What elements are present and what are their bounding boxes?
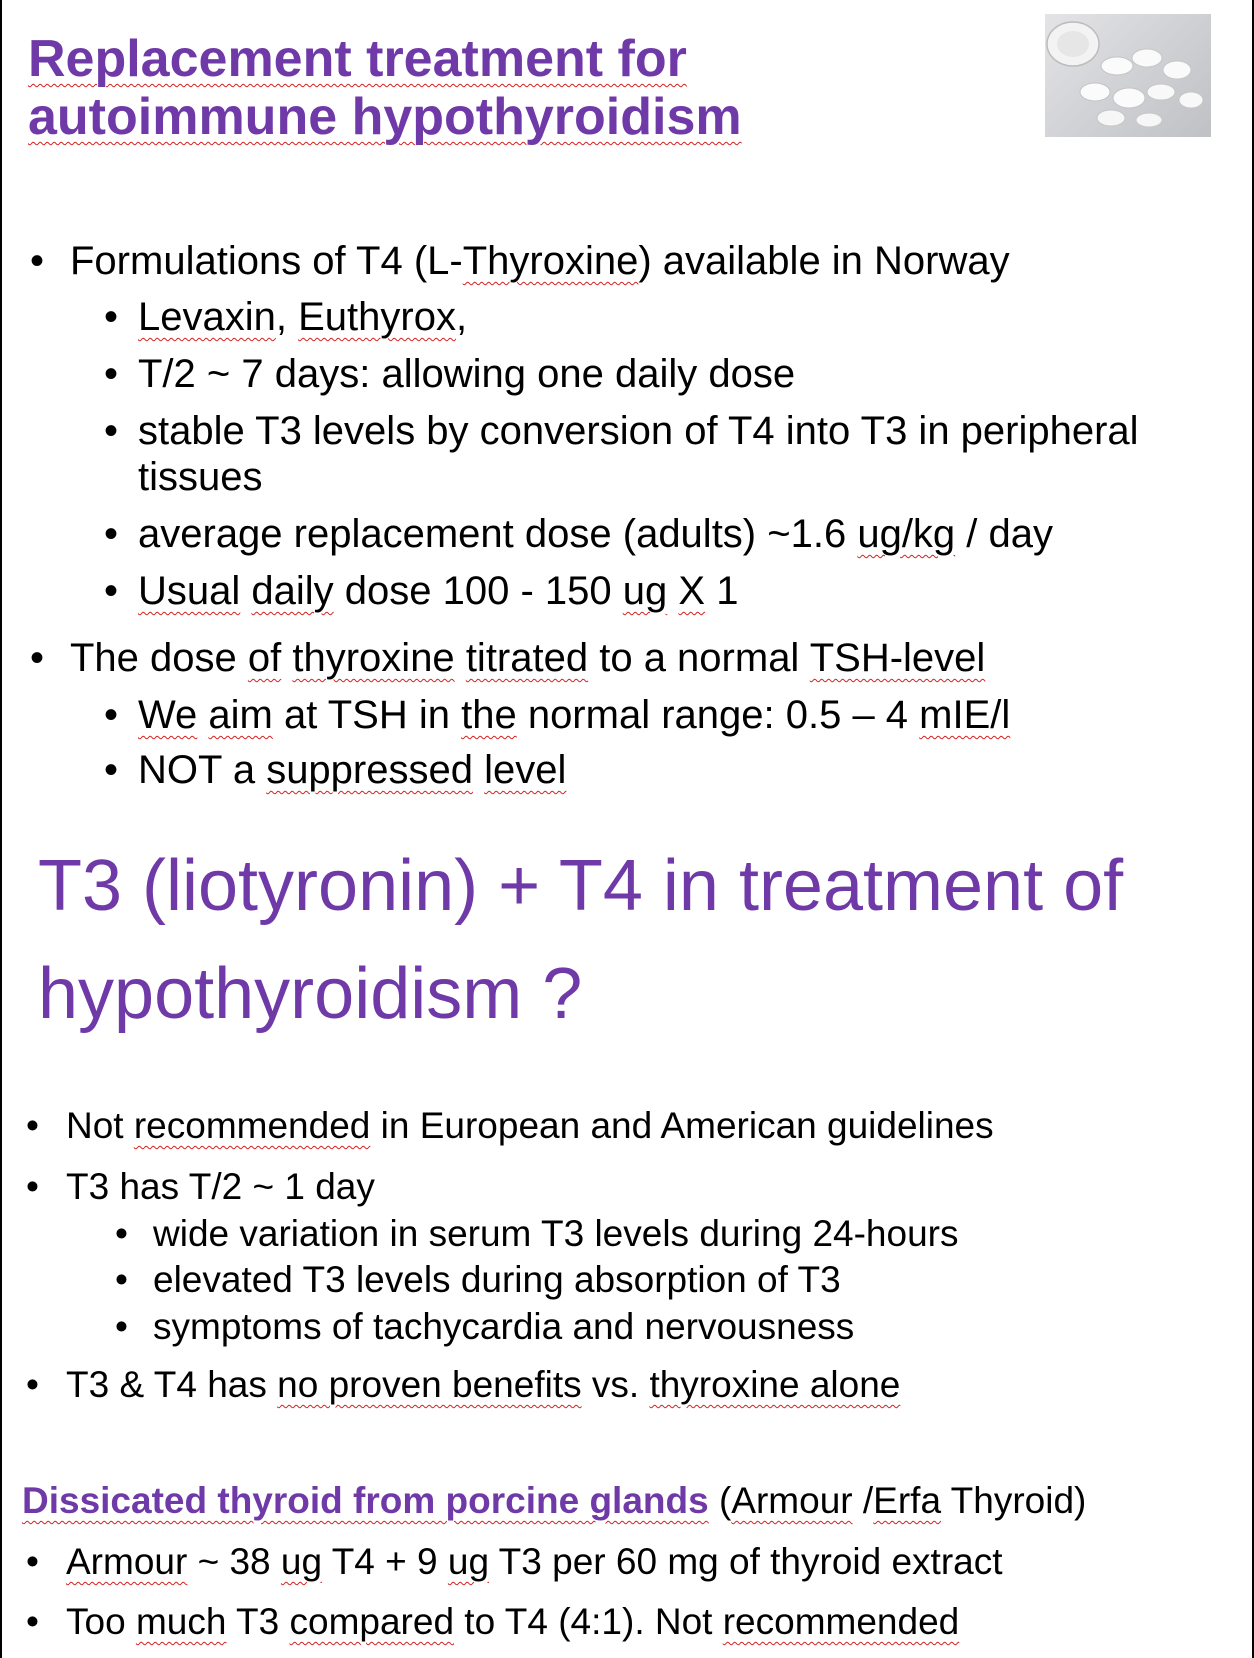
heading-t3-t4-line-1: T3 (liotyronin) + T4 in treatment of — [38, 846, 1124, 926]
bullet-armour-composition: • Armour ~ 38 ug T4 + 9 ug T3 per 60 mg of thyroid extract — [66, 1541, 1003, 1583]
pills-icon — [1045, 14, 1211, 137]
pill-bottle-photo — [1045, 14, 1211, 137]
bullet-brands: • Levaxin, Euthyrox, — [138, 294, 467, 340]
bullet-halflife: • T/2 ~ 7 days: allowing one daily dose — [138, 351, 795, 397]
bullet-not-suppressed: • NOT a suppressed level — [138, 747, 566, 793]
slide-title — [28, 30, 742, 146]
heading-t3-t4-line-2: hypothyroidism ? — [38, 954, 583, 1034]
bullet-usual-dose: • Usual daily dose 100 - 150 ug X 1 — [138, 568, 738, 614]
dissicated-thyroid-heading: Dissicated thyroid from porcine glands (Armour /Erfa Thyroid) — [22, 1480, 1087, 1521]
bullet-titrated: • The dose of thyroxine titrated to a normal TSH-level — [70, 635, 985, 681]
bullet-aim-tsh: • We aim at TSH in the normal range: 0.5 – 4 mIE/l — [138, 692, 1010, 738]
bullet-t3-halflife: • T3 has T/2 ~ 1 day — [66, 1166, 375, 1208]
bullet-too-much-t3: • Too much T3 compared to T4 (4:1). Not recommended — [66, 1601, 959, 1643]
heading-t3-t4 — [38, 832, 1123, 1048]
bullet-average-dose: • average replacement dose (adults) ~1.6 ug/kg / day — [138, 511, 1053, 557]
bullet-stable-t3-continuation: tissues — [138, 455, 263, 499]
bullet-elevated-t3: • elevated T3 levels during absorption of T3 — [153, 1259, 841, 1301]
bullet-stable-t3: • stable T3 levels by conversion of T4 into T3 in peripheral — [138, 408, 1139, 454]
bullet-symptoms: • symptoms of tachycardia and nervousness — [153, 1306, 854, 1348]
title-line-1: Replacement treatment for — [28, 30, 687, 88]
bullet-no-proven-benefit: • T3 & T4 has no proven benefits vs. thyroxine alone — [66, 1364, 900, 1406]
bullet-wide-variation: • wide variation in serum T3 levels during 24-hours — [153, 1213, 959, 1255]
bullet-formulations: • Formulations of T4 (L-Thyroxine) available in Norway — [70, 238, 1010, 284]
title-line-2: autoimmune hypothyroidism — [28, 88, 742, 146]
bullet-not-recommended: • Not recommended in European and American guidelines — [66, 1105, 994, 1147]
